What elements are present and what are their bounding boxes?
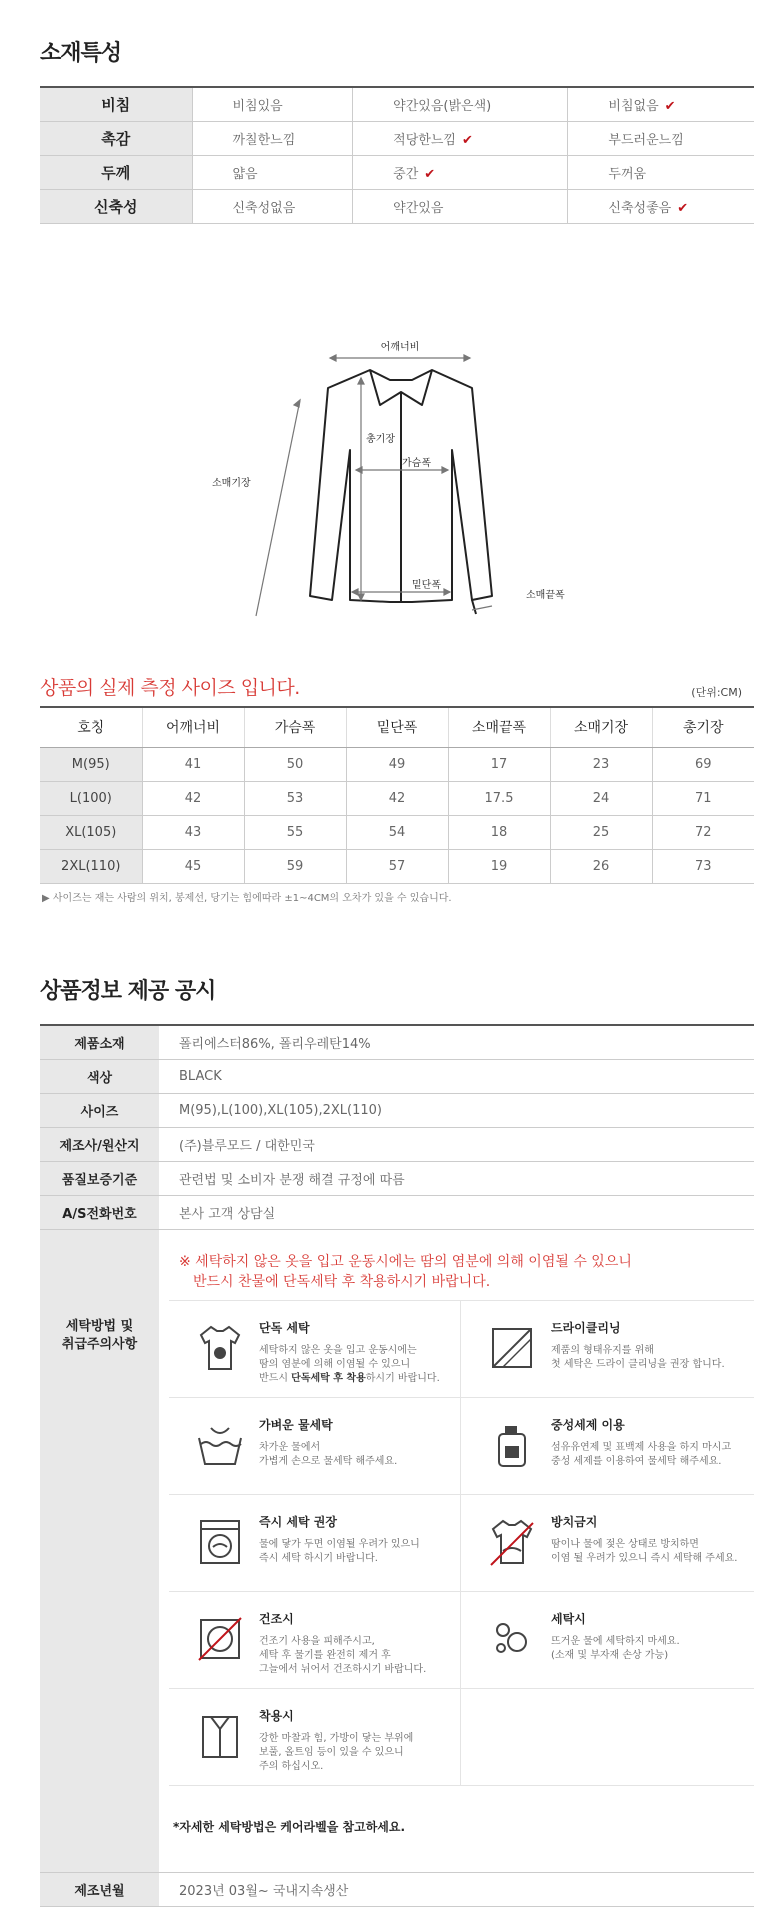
care-text xyxy=(259,1416,459,1494)
material-option-text: 부드러운느낌 xyxy=(608,132,684,148)
care-text xyxy=(259,1610,459,1688)
material-title: 소재특성 xyxy=(40,41,122,66)
size-header: 소매끝폭 xyxy=(448,707,550,747)
size-value: 17.5 xyxy=(448,781,550,815)
info-value: BLACK xyxy=(159,1059,754,1093)
care-desc xyxy=(551,1344,751,1372)
care-desc-bold: 단독세탁 후 착용 xyxy=(291,1372,366,1384)
wash-label xyxy=(40,1229,159,1872)
label-total-length: 총기장 xyxy=(366,434,395,445)
info-label: 제조년월 xyxy=(40,1872,159,1906)
material-row xyxy=(40,155,754,189)
size-value: 69 xyxy=(652,747,754,781)
info-table xyxy=(40,1024,754,1907)
label-chest: 가슴폭 xyxy=(402,458,431,469)
care-title: 즉시 세탁 권장 xyxy=(259,1514,337,1529)
label-shoulder: 어깨너비 xyxy=(380,342,420,353)
material-option-text: 약간있음(밝은색) xyxy=(393,98,492,114)
info-title: 상품정보 제공 공시 xyxy=(40,979,216,1004)
size-label: 2XL(110) xyxy=(40,849,142,883)
bubbles-icon xyxy=(483,1610,541,1668)
size-value: 19 xyxy=(448,849,550,883)
care-grid xyxy=(169,1300,754,1786)
material-option xyxy=(192,121,353,155)
info-value: 관련법 및 소비자 분쟁 해결 규정에 따름 xyxy=(159,1161,754,1195)
size-value: 24 xyxy=(550,781,652,815)
size-value: 50 xyxy=(244,747,346,781)
size-value: 54 xyxy=(346,815,448,849)
size-header: 밑단폭 xyxy=(346,707,448,747)
care-title: 건조시 xyxy=(259,1611,294,1626)
care-item xyxy=(461,1592,754,1689)
material-row-label: 촉감 xyxy=(40,121,192,155)
material-row xyxy=(40,87,754,121)
care-item-empty xyxy=(461,1689,754,1786)
material-table xyxy=(40,86,754,224)
care-desc xyxy=(551,1538,751,1566)
info-label: 제품소재 xyxy=(40,1025,159,1059)
material-row-label: 신축성 xyxy=(40,189,192,223)
material-option xyxy=(192,87,353,121)
info-label: A/S전화번호 xyxy=(40,1195,159,1229)
no-tumble-dry-icon xyxy=(191,1610,249,1668)
material-option-text: 약간있음 xyxy=(393,200,444,216)
info-label: 색상 xyxy=(40,1059,159,1093)
care-title: 가벼운 물세탁 xyxy=(259,1417,333,1432)
wash-content xyxy=(159,1229,754,1872)
care-desc-text: 물에 닿가 두면 이염될 우려가 있으니 즉시 세탁 하시기 바랍니다. xyxy=(259,1538,420,1564)
measurement-diagram xyxy=(212,320,580,630)
material-row xyxy=(40,189,754,223)
material-option xyxy=(568,87,754,121)
wash-warning xyxy=(159,1230,754,1300)
material-option xyxy=(353,189,568,223)
material-option-text: 적당한느낌 xyxy=(393,132,456,148)
care-title: 세탁시 xyxy=(551,1611,586,1626)
size-unit: (단위:CM) xyxy=(691,686,742,699)
wash-label-line: 세탁방법 및 xyxy=(65,1318,134,1334)
size-value: 71 xyxy=(652,781,754,815)
info-value: (주)블루모드 / 대한민국 xyxy=(159,1127,754,1161)
no-leave-wet-icon xyxy=(483,1513,541,1571)
label-sleeve-length: 소매기장 xyxy=(212,478,251,489)
care-text xyxy=(551,1610,751,1688)
size-header: 소매기장 xyxy=(550,707,652,747)
size-value: 42 xyxy=(346,781,448,815)
size-value: 25 xyxy=(550,815,652,849)
care-desc xyxy=(259,1441,459,1469)
size-header: 총기장 xyxy=(652,707,754,747)
size-value: 45 xyxy=(142,849,244,883)
dry-clean-icon xyxy=(483,1319,541,1377)
care-title: 드라이클리닝 xyxy=(551,1320,621,1335)
care-title: 중성세제 이용 xyxy=(551,1417,625,1432)
info-value: 2023년 03월~ 국내지속생산 xyxy=(159,1872,754,1906)
material-option xyxy=(353,121,568,155)
info-label: 사이즈 xyxy=(40,1093,159,1127)
info-value: 본사 고객 상담실 xyxy=(159,1195,754,1229)
care-text xyxy=(259,1707,459,1785)
info-row xyxy=(40,1093,754,1127)
material-option-text: 중간 xyxy=(393,166,419,182)
size-value: 49 xyxy=(346,747,448,781)
size-value: 72 xyxy=(652,815,754,849)
care-item xyxy=(169,1592,461,1689)
care-desc-text: 땀이나 물에 젖은 상태로 방치하면 이염 될 우려가 있으니 즉시 세탁해 주세요. xyxy=(551,1538,738,1564)
label-hem: 밑단폭 xyxy=(412,580,441,591)
care-title: 방치금지 xyxy=(551,1514,598,1529)
shirt-stain-icon xyxy=(191,1319,249,1377)
care-text xyxy=(551,1319,751,1397)
size-header: 어깨너비 xyxy=(142,707,244,747)
detergent-icon xyxy=(483,1416,541,1474)
care-item xyxy=(169,1398,461,1495)
material-row-label: 비침 xyxy=(40,87,192,121)
care-text xyxy=(551,1513,751,1591)
check-icon: ✔ xyxy=(461,132,473,148)
care-desc xyxy=(551,1635,751,1663)
size-value: 43 xyxy=(142,815,244,849)
material-option-text: 신축성없음 xyxy=(232,200,296,216)
material-option-text: 비침있음 xyxy=(232,98,283,114)
washing-machine-icon xyxy=(191,1513,249,1571)
care-text xyxy=(259,1319,459,1397)
info-label: 제조사/원산지 xyxy=(40,1127,159,1161)
care-item xyxy=(461,1301,754,1398)
check-icon: ✔ xyxy=(677,200,689,216)
wash-warning-line: ※ 세탁하지 않은 옷을 입고 운동시에는 땀의 염분에 의해 이염될 수 있으니 xyxy=(179,1253,632,1270)
material-row-label: 두께 xyxy=(40,155,192,189)
care-item xyxy=(169,1495,461,1592)
care-item xyxy=(169,1689,461,1786)
care-desc xyxy=(259,1732,459,1774)
care-title: 단독 세탁 xyxy=(259,1320,310,1335)
care-desc-text: 차가운 물에서 가볍게 손으로 물세탁 해주세요. xyxy=(259,1441,398,1467)
care-desc-text: 뜨거운 물에 세탁하지 마세요. (소재 및 부자재 손상 가능) xyxy=(551,1635,680,1661)
care-desc-text: 하시기 바랍니다. xyxy=(365,1372,440,1384)
folded-shirt-icon xyxy=(191,1707,249,1765)
care-desc xyxy=(259,1538,459,1566)
material-option xyxy=(353,155,568,189)
info-row xyxy=(40,1195,754,1229)
care-item xyxy=(169,1301,461,1398)
size-row xyxy=(40,747,754,781)
care-desc-text: 섬유유연제 및 표백제 사용을 하지 마시고 중성 세제를 이용하여 물세탁 해주세요. xyxy=(551,1441,732,1467)
wash-label-line: 취급주의사항 xyxy=(61,1336,138,1352)
hand-wash-icon xyxy=(191,1416,249,1474)
material-option xyxy=(568,155,754,189)
care-text xyxy=(259,1513,459,1591)
info-value: 폴리에스터86%, 폴리우레탄14% xyxy=(159,1025,754,1059)
care-desc-text: 제품의 형태유지를 위해 첫 세탁은 드라이 클리닝을 권장 합니다. xyxy=(551,1344,725,1370)
size-note: ▶ 사이즈는 재는 사람의 위치, 봉제선, 당기는 힘에따라 ±1~4CM의 오차가 있을 수 있습니다. xyxy=(42,893,452,904)
care-title: 착용시 xyxy=(259,1708,294,1723)
size-caption: 상품의 실제 측정 사이즈 입니다. xyxy=(40,677,300,699)
material-option-text: 두꺼움 xyxy=(608,166,647,182)
check-icon: ✔ xyxy=(664,98,676,114)
material-option-text: 얇음 xyxy=(232,166,258,182)
material-option xyxy=(568,121,754,155)
label-cuff: 소매끝폭 xyxy=(526,590,565,601)
material-option-text: 신축성좋음 xyxy=(608,200,672,216)
info-row xyxy=(40,1161,754,1195)
size-row xyxy=(40,815,754,849)
care-desc-text: 강한 마찰과 힘, 가방이 닿는 부위에 보풀, 올트임 등이 있을 수 있으니 주의 하십시오. xyxy=(259,1732,414,1772)
size-value: 23 xyxy=(550,747,652,781)
care-desc xyxy=(259,1344,459,1386)
material-row xyxy=(40,121,754,155)
care-desc-text: 세탁하지 않은 옷을 입고 운동시에는 땀의 염분에 의해 이염될 수 있으니 반드시 xyxy=(259,1344,417,1384)
care-text xyxy=(551,1416,751,1494)
care-footer: *자세한 세탁방법은 케어라벨을 참고하세요. xyxy=(173,1819,406,1834)
size-value: 42 xyxy=(142,781,244,815)
material-option xyxy=(192,155,353,189)
material-option-text: 비침없음 xyxy=(608,98,659,114)
size-label: XL(105) xyxy=(40,815,142,849)
care-item xyxy=(461,1495,754,1592)
info-row xyxy=(40,1059,754,1093)
care-item xyxy=(461,1398,754,1495)
size-value: 41 xyxy=(142,747,244,781)
jacket-outline-icon xyxy=(310,370,492,614)
size-value: 55 xyxy=(244,815,346,849)
material-option xyxy=(192,189,353,223)
material-option xyxy=(353,87,568,121)
info-row xyxy=(40,1025,754,1059)
care-desc xyxy=(259,1635,459,1677)
size-header: 호칭 xyxy=(40,707,142,747)
size-value: 73 xyxy=(652,849,754,883)
info-row xyxy=(40,1872,754,1906)
care-desc xyxy=(551,1441,751,1469)
size-row xyxy=(40,781,754,815)
size-value: 17 xyxy=(448,747,550,781)
size-value: 53 xyxy=(244,781,346,815)
info-row xyxy=(40,1127,754,1161)
material-option xyxy=(568,189,754,223)
size-value: 18 xyxy=(448,815,550,849)
info-label: 품질보증기준 xyxy=(40,1161,159,1195)
size-value: 57 xyxy=(346,849,448,883)
size-value: 26 xyxy=(550,849,652,883)
size-value: 59 xyxy=(244,849,346,883)
care-desc-text: 건조기 사용을 피해주시고, 세탁 후 물기를 완전히 제거 후 그늘에서 뉘어서 건조하시기 바랍니다. xyxy=(259,1635,427,1675)
size-row xyxy=(40,849,754,883)
size-header: 가슴폭 xyxy=(244,707,346,747)
size-label: L(100) xyxy=(40,781,142,815)
info-value: M(95),L(100),XL(105),2XL(110) xyxy=(159,1093,754,1127)
check-icon: ✔ xyxy=(424,166,436,182)
wash-row xyxy=(40,1229,754,1872)
material-option-text: 까칠한느낌 xyxy=(232,132,296,148)
size-table xyxy=(40,706,754,884)
size-label: M(95) xyxy=(40,747,142,781)
wash-warning-line: 반드시 찬물에 단독세탁 후 착용하시기 바랍니다. xyxy=(193,1273,491,1290)
